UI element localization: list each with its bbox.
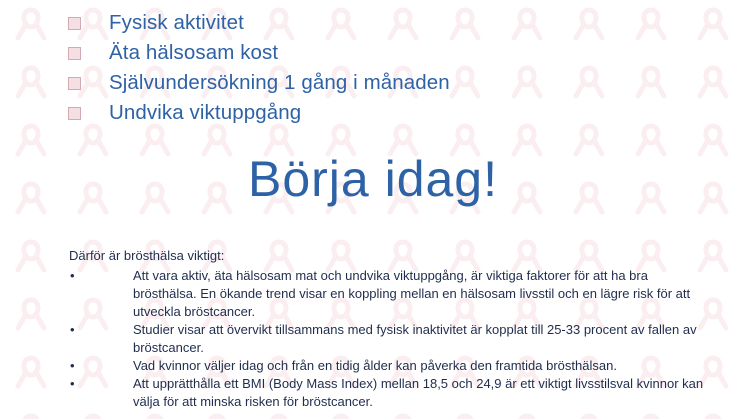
checklist-item-label: Självundersökning 1 gång i månaden <box>109 71 450 94</box>
headline: Börja idag! <box>247 151 499 207</box>
bullet-item <box>69 375 709 411</box>
checkbox-icon <box>68 47 81 60</box>
checklist-item <box>68 98 450 128</box>
bullet-item <box>69 357 709 375</box>
bullet-text: Att vara aktiv, äta hälsosam mat och undvika viktuppgång, är viktiga faktorer för att ha bra brösthälsa. En ökande trend visar en koppling mellan en hälsosam livsstil och en lägre risk för att utveckla bröstcancer. <box>133 268 691 319</box>
bullet-list <box>69 267 709 411</box>
checkbox-icon <box>68 77 81 90</box>
bullet-icon: • <box>70 322 75 337</box>
bullet-item <box>69 321 709 357</box>
bullet-icon: • <box>70 268 75 283</box>
bullet-text: Studier visar att övervikt tillsammans med fysisk inaktivitet är kopplat till 25-33 procent av fallen av bröstcancer. <box>133 322 697 355</box>
bullet-item <box>69 267 709 321</box>
checklist-item <box>68 38 450 68</box>
checklist-item <box>68 8 450 38</box>
intro-text: Därför är brösthälsa viktigt: <box>69 248 225 263</box>
bullet-icon: • <box>70 358 75 373</box>
checklist-item-label: Undvika viktuppgång <box>109 101 302 124</box>
checklist <box>68 8 450 128</box>
bullet-text: Att upprätthålla ett BMI (Body Mass Index) mellan 18,5 och 24,9 är ett viktigt livsstilsval kvinnor kan välja för att minska risken för bröstcancer. <box>133 376 704 409</box>
checkbox-icon <box>68 17 81 30</box>
checklist-item-label: Äta hälsosam kost <box>109 41 279 64</box>
checklist-item <box>68 68 450 98</box>
bullet-icon: • <box>70 376 75 391</box>
checkbox-icon <box>68 107 81 120</box>
checklist-item-label: Fysisk aktivitet <box>109 11 244 34</box>
bullet-text: Vad kvinnor väljer idag och från en tidig ålder kan påverka den framtida brösthälsan. <box>133 358 617 373</box>
